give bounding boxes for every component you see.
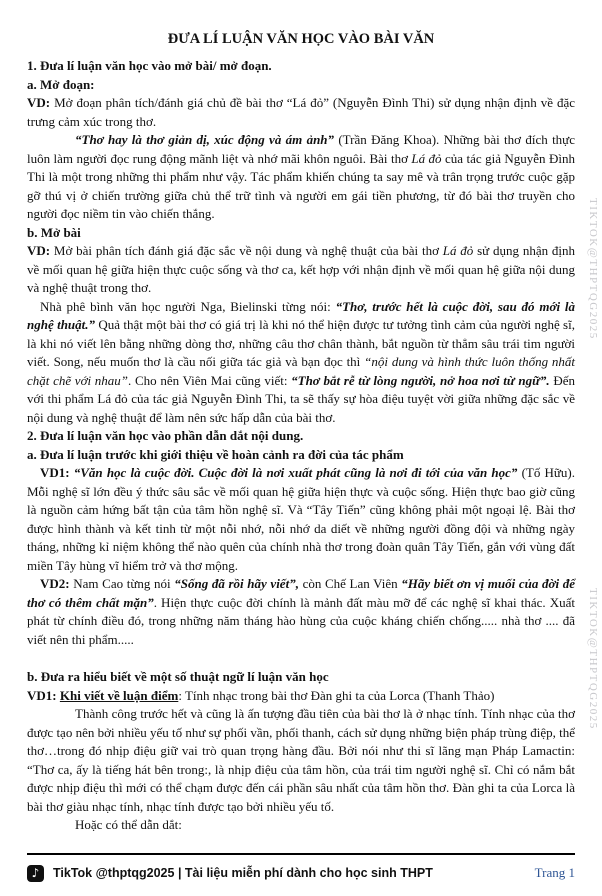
paragraph-quote-tran-dang-khoa: [27, 131, 575, 224]
text-run: . Cho nên Viên Mai cũng viết:: [128, 372, 292, 388]
heading-section-2: [27, 427, 575, 446]
heading-section-1a: [27, 76, 575, 95]
text-run: Quả thật một bài thơ có giá trị là khi nó thể hiện được tư tưởng tình cảm của người nghệ sĩ, là khi nó viết lên bằng những dòng thơ, những câu thơ chân thành, bắt nguồn từ thẳm sâu trái tim người viết. Song, nếu muốn thơ là cầu nối giữa tác giả và bạn đọc thì: [27, 317, 575, 369]
footer-brand-text: TikTok @thptqg2025 | Tài liệu miễn phí dành cho học sinh THPT: [53, 866, 433, 880]
text-run: Thành công trước hết và cũng là ấn tượng đầu tiên của bài thơ là ở nhạc tính. Tính nhạc của thơ được tạo nên bởi nhiều yếu tố như sự phối vần, phối thanh, cách sử dụng những biện pháp trùng điệp, thể thơ…trong đó nhịp điệu giữ vai trò quan trọng hàng đầu. Bởi nói như thi sĩ lãng mạn Pháp Lamactin: “Thơ ca, ấy là tiếng hát bên trong:, là nhịp điệu của tâm hồn, của trái tim người nghệ sĩ. Chỉ có nắm bắt được nhịp điệu thì mới có thể chạm được đến cái phần sâu nhất của tâm hồn thơ. Đàn ghi ta của Lorca là bài thơ giàu nhạc tính, nhạc tính được tạo bởi nhiều yếu tố.: [27, 706, 575, 814]
text-run: Mở đoạn phân tích/đánh giá chủ đề bài thơ “Lá đỏ” (Nguyễn Đình Thi) sử dụng nhận định về đặc trưng cảm xúc trong thơ.: [27, 95, 575, 129]
text-run: Mở bài phân tích đánh giá đặc sắc về nội dung và nghệ thuật của bài thơ: [53, 243, 443, 258]
text-run: (Tố Hữu). Mỗi nghệ sĩ lớn đều ý thức sâu sắc về mối quan hệ giữa hiện thực và cuộc sống. Hiện thực bao giờ cũng là nguồn cảm hứng bất tận của tâm hồn nghệ sĩ. Và “Tây Tiến” cũng không phải một ngoại lệ. Bài thơ được hình thành và kết tinh từ một nỗi nhớ, nỗi nhớ da diết về những người đồng đội và những ngày tháng, những kỉ niệm không thể nào quên của chính nhà thơ trong đoàn quân Tây Tiến, gắn với vùng đất miền Tây hùng vĩ hiểm trở và thơ mộng.: [27, 465, 576, 573]
text-run: Lá đỏ: [442, 243, 474, 258]
text-run: của tác giả Nguyễn Đình Thi là một trong những thi phẩm như vậy. Tác phẩm khiến chúng ta say mê và trân trọng trước cuộc gặp gỡ thú vị ở chiến trường giữa chủ thể trữ tình và người em gái tiền phương, từ đó bài thơ truyền cho người đọc niềm tin vào chiến thắng.: [27, 150, 576, 221]
text-run: a. Mở đoạn:: [27, 76, 95, 92]
text-run: a. Đưa lí luận trước khi giới thiệu về hoàn cảnh ra đời của tác phẩm: [27, 446, 404, 462]
document-body: [27, 57, 575, 835]
text-run: VD1:: [40, 465, 74, 480]
text-run: Nam Cao từng nói: [73, 576, 175, 591]
text-run: Đến với thi phẩm Lá đỏ của tác giả Nguyễn Đình Thi, ta sẽ thấy sự hòa điệu tuyệt vời giữa những đặc sắc về nội dung và nghệ thuật để làm nên sức hấp dẫn của bài thơ.: [27, 372, 575, 425]
footer-divider: [27, 853, 575, 855]
text-run: “Sống đã rồi hãy viết”,: [174, 576, 299, 591]
watermark-vertical-bottom: TIKTOK@THPTQG2025: [587, 588, 599, 730]
text-run: “Văn học là cuộc đời. Cuộc đời là nơi xuất phát cũng là nơi đi tới của văn học”: [73, 465, 518, 480]
text-run: VD:: [27, 95, 55, 110]
watermark-vertical-top: TIKTOK@THPTQG2025: [587, 198, 599, 340]
heading-section-1b: [27, 224, 575, 243]
text-run: Khi viết về luận điểm: [59, 687, 179, 703]
heading-section-2b: [27, 668, 575, 687]
text-run: VD2:: [40, 576, 74, 591]
text-run: VD1:: [27, 687, 60, 703]
example-vd2-nam-cao: [27, 575, 575, 649]
tiktok-icon: [27, 865, 44, 882]
text-run: sử dụng nhận định về mối quan hệ giữa hiện thực cuộc sống và thơ ca, kết hợp với nhận định về mối quan hệ giữa nội dung và nghệ thuật trong thơ.: [27, 243, 576, 295]
example-mo-doan: [27, 94, 575, 131]
footer: [27, 862, 575, 884]
text-run: “Thơ bắt rễ từ lòng người, nở hoa nơi từ ngữ”.: [291, 372, 550, 388]
text-run: “Thơ, trước hết là cuộc đời, sau đó mới là nghệ thuật.”: [27, 298, 575, 332]
document-page: [0, 30, 602, 896]
text-run: “Thơ hay là thơ giản dị, xúc động và ám ảnh”: [75, 132, 335, 147]
text-run: còn Chế Lan Viên: [298, 576, 402, 591]
text-run: 1. Đưa lí luận văn học vào mở bài/ mở đoạn.: [27, 58, 272, 73]
text-run: Nhà phê bình văn học người Nga, Bielinski từng nói:: [40, 298, 336, 314]
text-run: VD:: [27, 243, 54, 258]
paragraph-hoac-dan-dat: [27, 816, 575, 835]
text-run: (Trần Đăng Khoa). Những bài thơ đích thực luôn làm người đọc rung động mãnh liệt và nhớ mãi khôn nguôi. Bài thơ: [27, 132, 575, 166]
example-vd1-luan-diem: [27, 687, 575, 706]
text-run: Hoặc có thể dẫn dắt:: [75, 817, 182, 832]
text-run: Lá đỏ: [411, 150, 442, 166]
page-number: Trang 1: [534, 865, 575, 880]
text-run: “Hãy biết ơn vị muối của đời để thơ có thêm chất mặn”: [27, 576, 575, 610]
text-run: b. Đưa ra hiểu biết về một số thuật ngữ lí luận văn học: [27, 669, 329, 684]
text-run: 2. Đưa lí luận văn học vào phần dẫn dắt nội dung.: [27, 428, 304, 443]
paragraph-bielinski: [27, 298, 575, 428]
text-run: . Hiện thực cuộc đời chính là mảnh đất màu mỡ để các nghệ sĩ khai thác. Xuất phát từ chính điều đó, trong những năm tháng hào hùng của cuộc kháng chiến chống..... nhà thơ .... đã viết nên thi phẩm.....: [27, 594, 575, 647]
text-run: b. Mở bài: [27, 224, 81, 240]
text-run: “nội dung và hình thức luôn thống nhất chặt chẽ với nhau”: [27, 354, 576, 388]
heading-section-2a: [27, 446, 575, 465]
example-mo-bai: [27, 242, 575, 298]
paragraph-nhac-tinh: [27, 705, 575, 816]
page-title: ĐƯA LÍ LUẬN VĂN HỌC VÀO BÀI VĂN: [167, 31, 435, 47]
tiktok-note-glyph: ♪: [31, 866, 40, 880]
heading-section-1: [27, 57, 575, 76]
text-run: : Tính nhạc trong bài thơ Đàn ghi ta của Lorca (Thanh Thảo): [178, 687, 495, 703]
example-vd1-tay-tien: [27, 464, 575, 575]
